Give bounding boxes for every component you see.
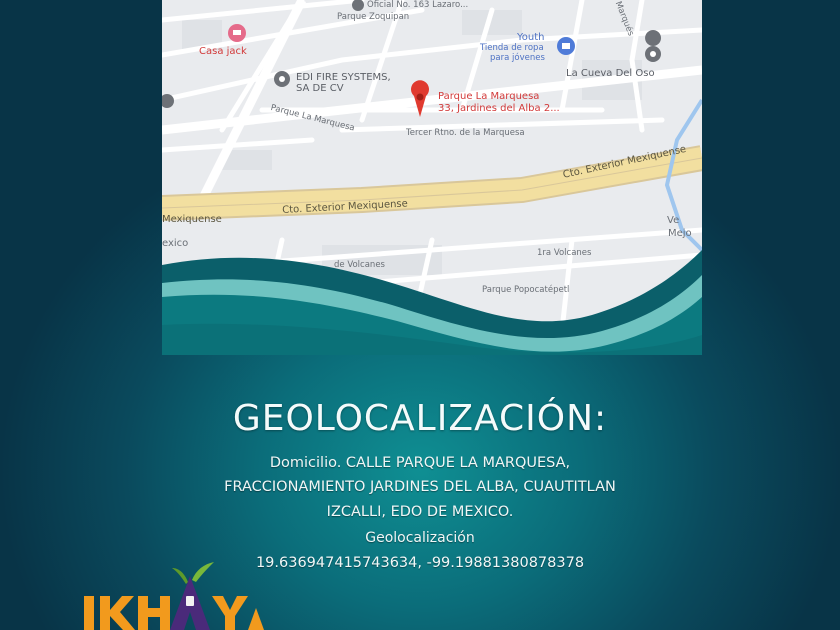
page-title: GEOLOCALIZACIÓN: (232, 398, 608, 439)
map-label-oficial: Oficial No. 163 Lazaro... (367, 0, 469, 10)
map-label-youth: Youth (517, 32, 545, 43)
map-label-youth-sub1: Tienda de ropa (480, 43, 544, 53)
map-label-mejo: Mejo (668, 228, 692, 239)
map-label-mexiquense-left: Mexiquense (162, 214, 222, 225)
map-label-volcanes-right: 1ra Volcanes (537, 248, 592, 258)
map-label-parque-marquesa-1: Parque La Marquesa (438, 91, 540, 102)
map-label-edi-fire-2: SA DE CV (296, 83, 344, 94)
map-label-parque-zoquipan: Parque Zoquipan (337, 12, 410, 22)
coordinates: 19.636947415743634, -99.19881380878378 (255, 555, 585, 571)
address-line-1: Domicilio. CALLE PARQUE LA MARQUESA, (269, 455, 571, 471)
map-label-la-cueva: La Cueva Del Oso (566, 68, 655, 79)
map-label-youth-sub2: para jóvenes (490, 53, 545, 63)
map-label-tercer-rtno: Tercer Rtno. de la Marquesa (406, 128, 525, 138)
map-label-parque-la-marquesa-road: Parque La Marquesa (269, 103, 356, 134)
address-line-3: IZCALLI, EDO DE MEXICO. (326, 504, 514, 520)
ikhaya-logo-graphic (80, 560, 265, 630)
map-label-cto-exterior-mid: Cto. Exterior Mexiquense (282, 198, 409, 216)
map-label-edi-fire-1: EDI FIRE SYSTEMS, (296, 72, 391, 83)
address-line-2: FRACCIONAMIENTO JARDINES DEL ALBA, CUAUTITLAN (224, 479, 616, 495)
wave-decoration (162, 245, 702, 355)
map-label-mexico: exico (162, 238, 189, 249)
map-label-cto-exterior-right: Cto. Exterior Mexiquense (562, 143, 688, 181)
map-label-ve: Ve (667, 215, 680, 226)
map-label-marques: Marqués (612, 0, 636, 38)
map-label-volcanes-left: de Volcanes (334, 260, 385, 270)
map-label-parque-marquesa-2: 33, Jardines del Alba 2... (438, 103, 560, 114)
map-label-parque-popocatepetl: Parque Popocatépetl (482, 285, 570, 295)
map-label-casa-jack: Casa jack (199, 46, 247, 57)
ikhaya-logo (80, 560, 265, 630)
geo-label: Geolocalización (365, 530, 475, 546)
